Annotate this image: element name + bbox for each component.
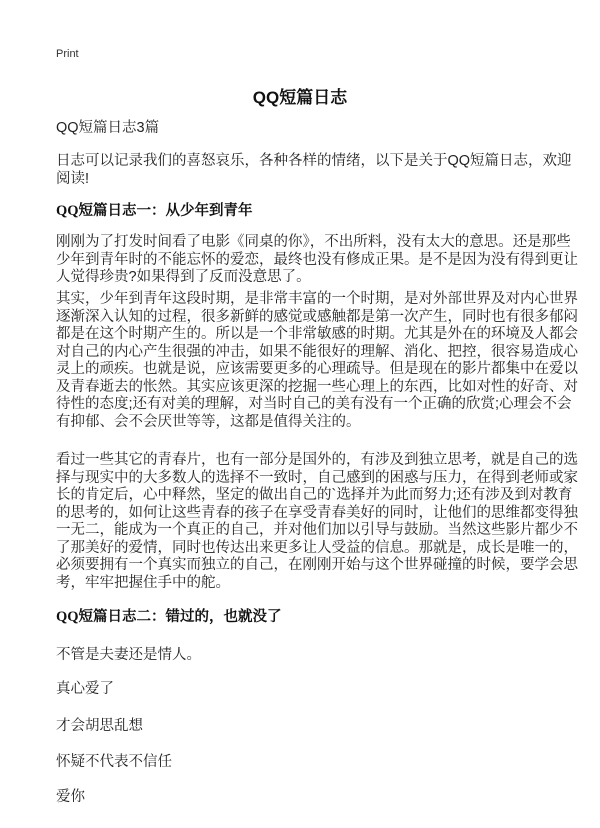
paragraph-3	[56, 452, 578, 592]
line-2: 真心爱了	[56, 681, 114, 697]
text-line: 待性的态度;还有对美的理解，对当时自己的美有没有一个正确的欣赏;心理会不会	[56, 396, 572, 412]
text-line: 都是在这个时期产生的。所以是一个非常敏感的时期。尤其是外在的环境及人都会	[56, 326, 578, 342]
text-line: 少年到青年时的不能忘怀的爱恋，最终也没有修成正果。是不是因为没有得到更让	[56, 251, 578, 268]
text-line: 考，牢牢把握住手中的舵。	[56, 574, 230, 591]
text-line: 的思考的，如何让这些青春的孩子在享受青春美好的同时，让他们的思维都变得独	[56, 504, 578, 521]
print-link[interactable]: Print	[56, 48, 79, 60]
line-1: 不管是夫妻还是情人。	[56, 647, 201, 663]
text-line: 刚刚为了打发时间看了电影《同桌的你》，不出所料，没有太大的意思。还是那些	[56, 234, 571, 250]
text-line: 一无二，能成为一个真正的自己，并对他们加以引导与鼓励。当然这些影片都少不	[56, 522, 578, 538]
text-line: 长的肯定后，心中释然，坚定的做出自己的`选择并为此而努力;还有涉及到对教育	[56, 487, 573, 503]
paragraph-2	[56, 291, 578, 431]
text-line: 日志可以记录我们的喜怒哀乐，各种各样的情绪，以下是关于QQ短篇日志，欢迎	[56, 153, 572, 169]
text-line: 灵上的顽疾。也就是说，应该需要更多的心理疏导。但是现在的影片都集中在爱以	[56, 361, 578, 377]
text-line: 择与现实中的大多数人的选择不一致时，自己感到的困惑与压力，在得到老师或家	[56, 469, 578, 486]
text-line: 及青春逝去的怅然。其实应该更深的挖掘一些心理上的东西，比如对性的好奇、对	[56, 378, 578, 395]
text-line: 看过一些其它的青春片，也有一部分是国外的，有涉及到独立思考，就是自己的选	[56, 452, 578, 468]
intro-paragraph	[56, 153, 572, 188]
text-line: 对自己的内心产生很强的冲击，如果不能很好的理解、消化、把控，很容易造成心	[56, 343, 578, 360]
text-line: 必须要拥有一个真实而独立的自己，在刚刚开始与这个世界碰撞的时候，要学会思	[56, 557, 578, 573]
line-4: 怀疑不代表不信任	[56, 754, 172, 770]
text-line: 逐渐深入认知的过程，很多新鲜的感觉或感触都是第一次产生，同时也有很多郁闷	[56, 308, 578, 325]
section-heading-2: QQ短篇日志二：错过的，也就没了	[56, 609, 282, 625]
line-5: 爱你	[56, 789, 85, 805]
text-line: 人觉得珍贵?如果得到了反而没意思了。	[56, 269, 311, 285]
section-heading-1: QQ短篇日志一：从少年到青年	[56, 203, 253, 219]
text-line: 其实，少年到青年这段时期，是非常丰富的一个时期，是对外部世界及对内心世界	[56, 291, 578, 307]
paragraph-1	[56, 234, 578, 287]
page-title: QQ短篇日志	[252, 88, 348, 107]
text-line: 有抑郁、会不会厌世等等，这都是值得关注的。	[56, 413, 361, 430]
text-line: 阅读!	[56, 170, 90, 187]
text-line: 了那美好的爱情，同时也传达出来更多让人受益的信息。那就是，成长是唯一的，	[56, 539, 578, 556]
subtitle: QQ短篇日志3篇	[56, 120, 160, 136]
line-3: 才会胡思乱想	[56, 718, 143, 734]
